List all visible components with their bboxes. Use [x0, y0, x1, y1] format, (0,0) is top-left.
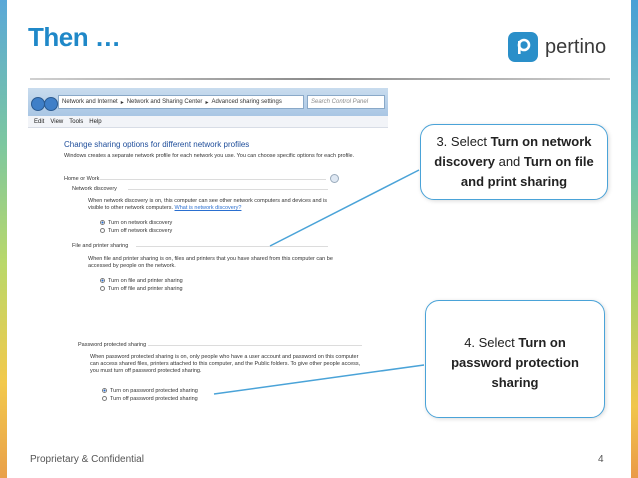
profile-label: Home or Work [64, 176, 100, 182]
callout-3-prefix: 3. Select [436, 134, 491, 149]
page-heading-text: Change sharing options for different network profiles [64, 140, 250, 149]
breadcrumb-item[interactable]: Network and Internet [62, 99, 118, 105]
breadcrumb-item[interactable]: Network and Sharing Center [126, 99, 203, 105]
callout-3-emphasis-2: Turn on file and print sharing [460, 154, 594, 189]
radio-label: Turn off file and printer sharing [108, 286, 183, 292]
menu-help[interactable]: Help [89, 118, 102, 125]
password-desc: When password protected sharing is on, only people who have a user account and password on this computer can access shared files, printers attached to this computer, and the Public folders. To give other people access, you must turn off password protected sharing. [90, 354, 361, 374]
callout-3-pointer [270, 170, 419, 246]
slide-title: Then … [28, 22, 121, 52]
radio-label: Turn off password protected sharing [110, 396, 198, 402]
radio-label: Turn on password protected sharing [110, 388, 198, 394]
breadcrumb-separator: ▸ [205, 99, 209, 106]
radio-label: Turn on network discovery [108, 220, 173, 226]
menu-edit[interactable]: Edit [34, 118, 45, 125]
callout-4-emphasis: Turn on password protection sharing [451, 335, 579, 390]
network-discovery-title: Network discovery [72, 186, 117, 192]
callout-4-pointer [214, 365, 424, 394]
password-title: Password protected sharing [78, 342, 147, 348]
callout-step-4 [425, 300, 605, 418]
callout-3-middle: and [494, 154, 524, 169]
footer-text: Proprietary & Confidential [30, 454, 144, 465]
network-discovery-help-link[interactable]: What is network discovery? [174, 205, 242, 211]
menu-view[interactable]: View [50, 118, 64, 125]
network-discovery-desc-text: When network discovery is on, this computer can see other network computers and devices and is visible to other network computers. [88, 198, 328, 211]
breadcrumb-item[interactable]: Advanced sharing settings [211, 99, 282, 105]
file-printer-title: File and printer sharing [72, 243, 129, 249]
callout-step-3 [420, 124, 608, 200]
intro-text: Windows creates a separate network profile for each network you use. You can choose specific options for each profile. [64, 153, 355, 159]
callout-3-emphasis-1: Turn on network discovery [434, 134, 592, 169]
radio-label: Turn on file and printer sharing [108, 278, 183, 284]
file-printer-desc: When file and printer sharing is on, files and printers that you have shared from this computer can be accessed by people on the network. [88, 256, 333, 269]
logo-text: pertino [545, 35, 607, 58]
search-input[interactable]: Search Control Panel [307, 95, 385, 109]
callout-4-prefix: 4. Select [464, 335, 519, 350]
radio-label: Turn off network discovery [108, 228, 173, 234]
page-number: 4 [598, 454, 604, 465]
menu-tools[interactable]: Tools [69, 118, 84, 125]
breadcrumb-separator: ▸ [120, 99, 124, 106]
